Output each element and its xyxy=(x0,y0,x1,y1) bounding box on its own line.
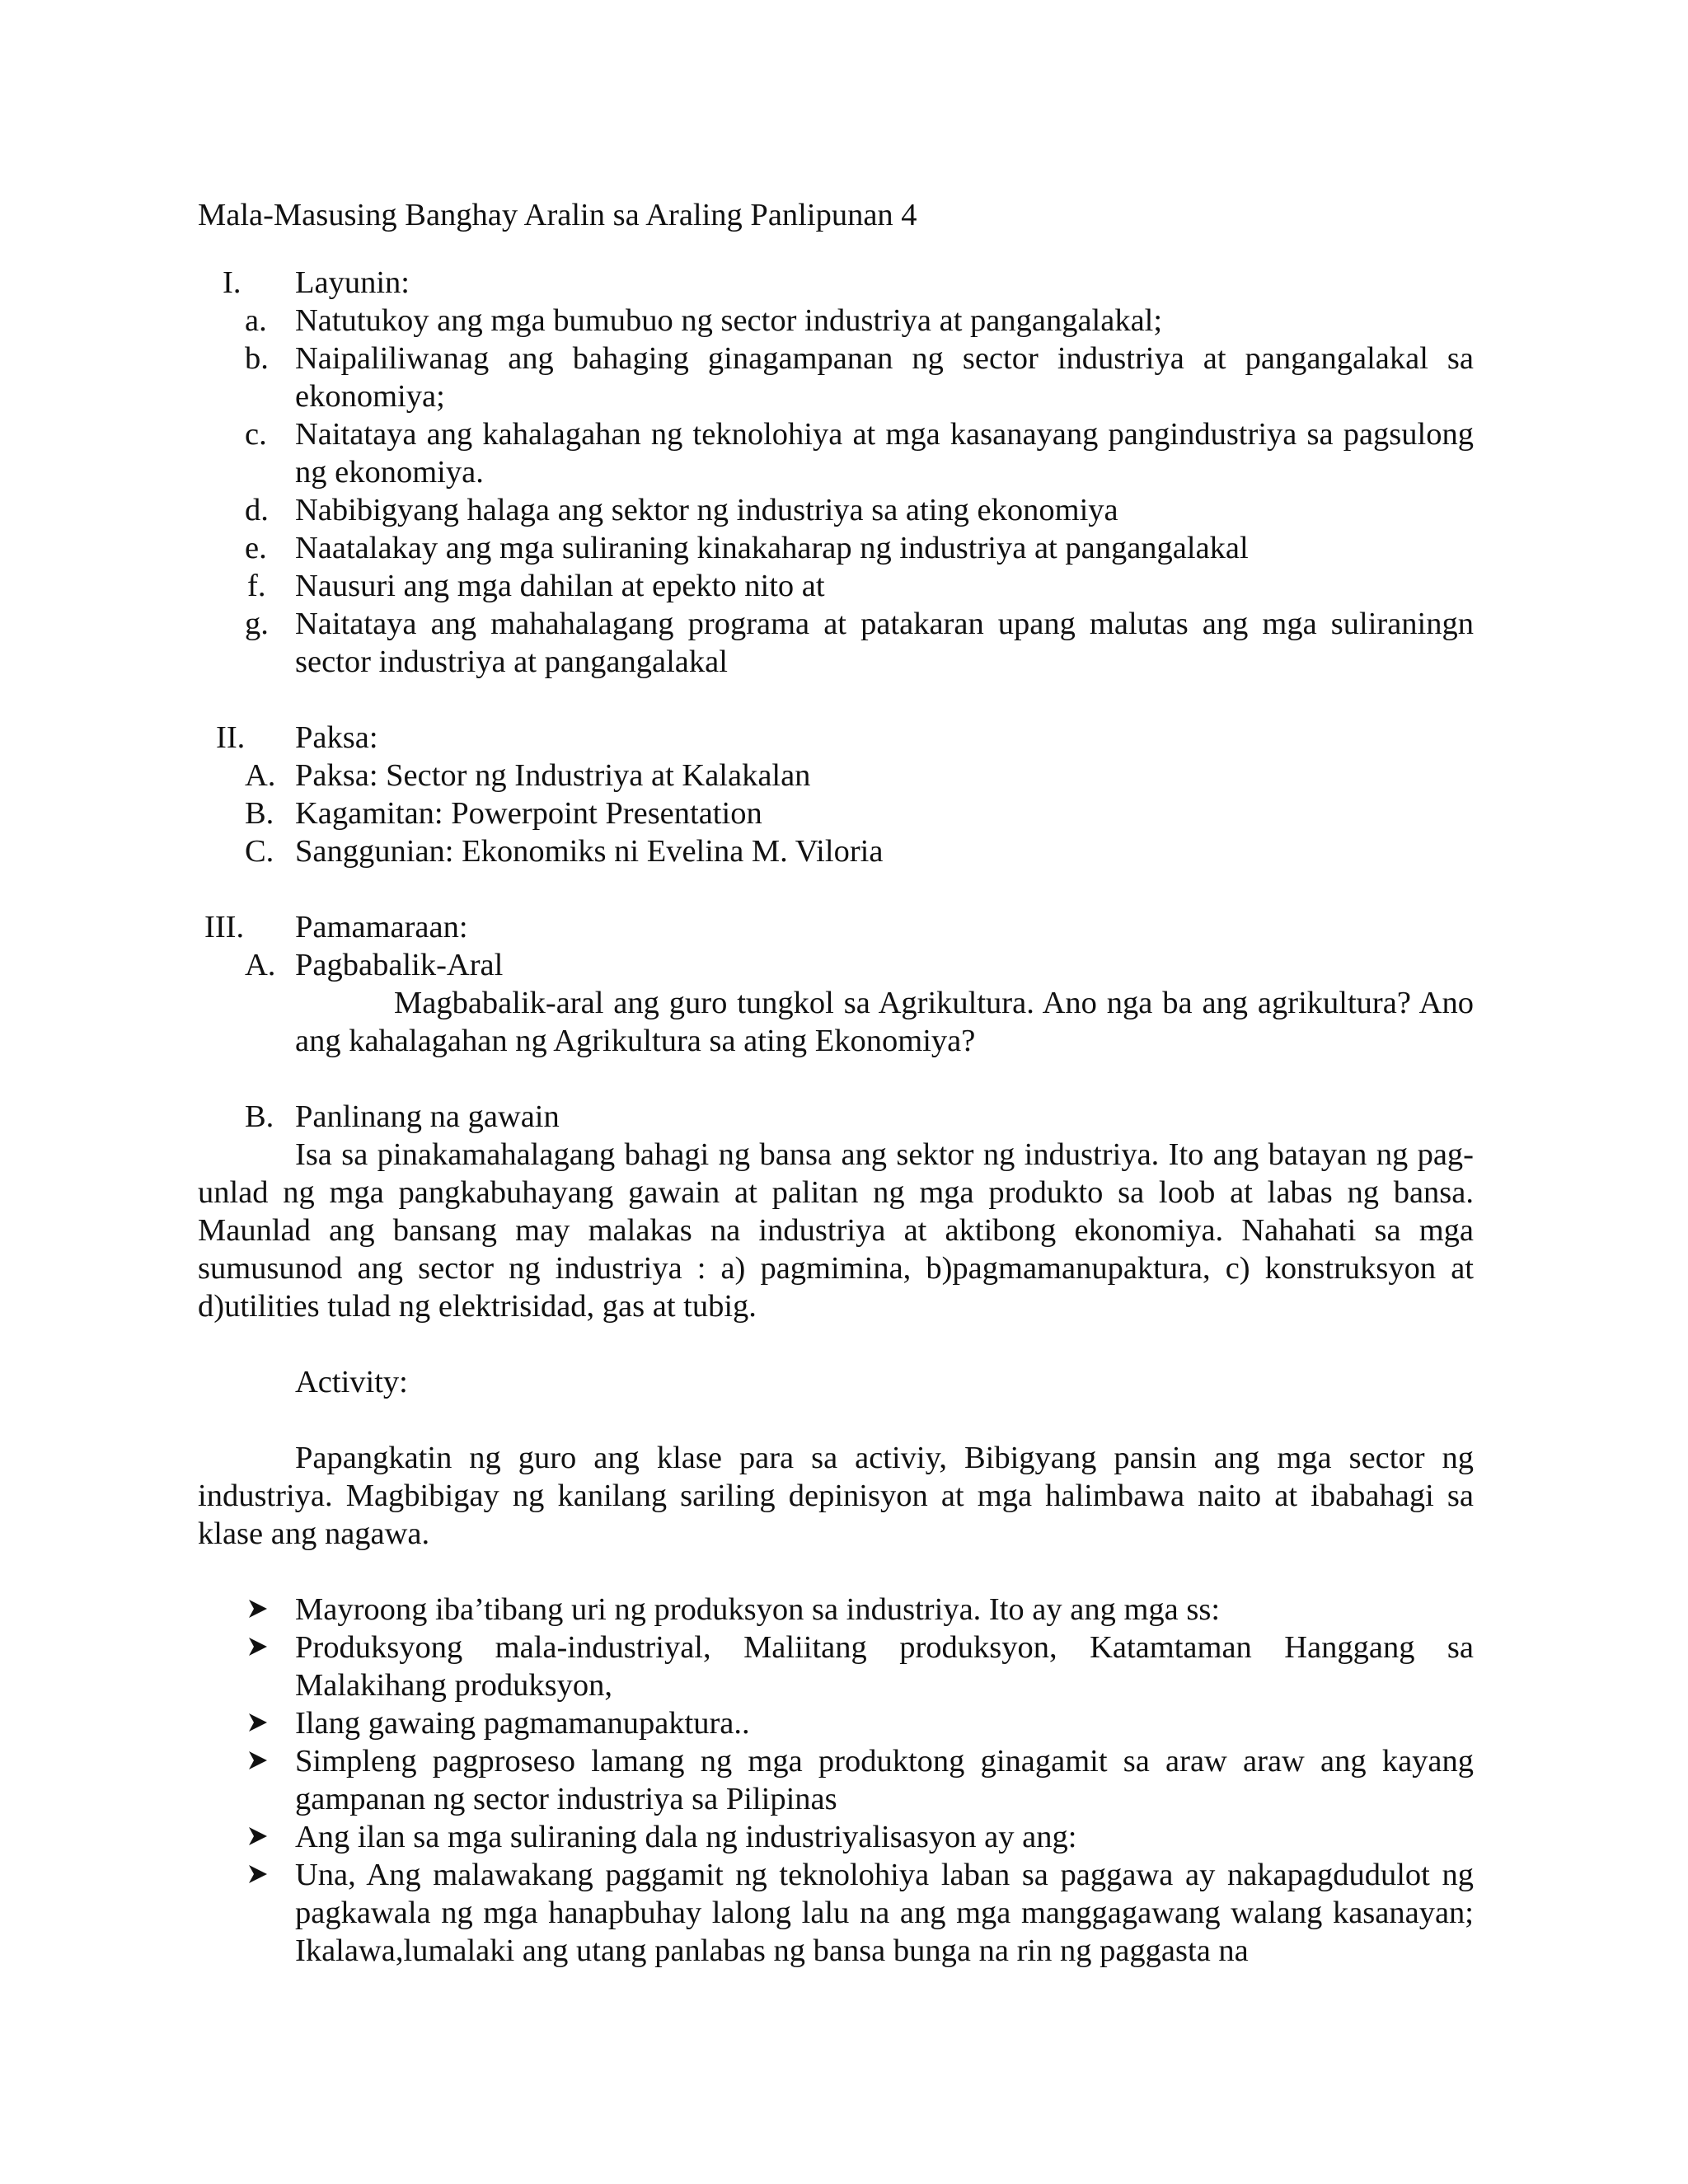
section-1-marker: I. xyxy=(223,265,241,300)
arrow-bullet-icon xyxy=(247,1742,272,1780)
section-2-title: Paksa: xyxy=(295,720,378,755)
arrow-bullet-icon xyxy=(247,1591,272,1629)
arrow-bullet-icon xyxy=(247,1856,272,1894)
arrow-bullet-icon xyxy=(247,1818,272,1856)
document-title: Mala-Masusing Banghay Aralin sa Araling Panlipunan 4 xyxy=(198,198,917,232)
activity-paragraph: Papangkatin ng guro ang klase para sa activiy, Bibigyang pansin ang mga sector ng industriya. Magbibigay ng kanilang sariling depinisyon at mga halimbawa naito at ibabahagi sa klase ang nagawa. xyxy=(198,1441,1474,1551)
activity-label: Activity: xyxy=(295,1365,408,1399)
review-paragraph: Magbabalik-aral ang guro tungkol sa Agrikultura. Ano nga ba ang agrikultura? Ano ang kahalagahan ng Agrikultura sa ating Ekonomiya? xyxy=(295,986,1474,1058)
section-1-title: Layunin: xyxy=(295,265,410,300)
section-2-marker: II. xyxy=(216,720,246,755)
arrow-bullet-icon xyxy=(247,1704,272,1742)
lesson-paragraph: Isa sa pinakamahalagang bahagi ng bansa ang sektor ng industriya. Ito ang batayan ng pag-unlad ng mga pangkabuhayang gawain at palitan ng mga produkto sa loob at labas ng bansa. Maunlad ang bansang may malakas na industriya at aktibong ekonomiya. Nahahati sa mga sumusunod ang sector ng industriya : a) pagmimina, b)pagmamanupaktura, c) konstruksyon at d)utilities tulad ng elektrisidad, gas at tubig. xyxy=(198,1137,1474,1324)
document-page: Mala-Masusing Banghay Aralin sa Araling Panlipunan 4 I. Layunin: a. Natutukoy ang mga bumubuo ng sector industriya at pangangalakal; b. Naipaliliwanag ang bahaging ginagampanan ng sector industriya at pangangalakal sa ekonomiya; c. Naitataya ang kahalagahan ng teknolohiya at mga kasanayang pangindustriya sa pagsulong ng ekonomiya. d. Nabibigyang halaga ang sektor ng industriya sa ating ekonomiya e. Naatalakay ang mga suliraning kinakaharap ng industriya at pangangalakal f. Nausuri ang mga dahilan at epekto nito at g. Naitataya ang mahahalagang programa at patakaran upang malutas ang mga suliraningn sector industriya at pangangalakal II. Paksa: A. Paksa: Sector ng Industriya at Kalakalan B. Kagamitan: Powerpoint Presentation C. Sanggunian: Ekonomiks ni Evelina M. Viloria III. Pamamaraan: A. Pagbabalik-Aral Magbabalik-aral ang guro tungkol sa Agrikultura. Ano nga ba ang agrikultura? Ano ang kahalagahan ng Agrikultura sa ating Ekonomiya? B. Panlinang na gawain Isa sa pinakamahalagang bahagi ng bansa ang sektor ng industriya. Ito ang batayan ng pag-unlad ng mga pangkabuhayang gawain at palitan ng mga produkto sa loob at labas ng bansa. Maunlad ang bansang may malakas na industriya at aktibong ekonomiya. Nahahati sa mga sumusunod ang sector ng industriya : a) pagmimina, b)pagmamanupaktura, c) konstruksyon at d)utilities tulad ng elektrisidad, gas at tubig. Activity: Papangkatin ng guro ang klase para sa activiy, Bibigyang pansin ang mga sector ng industriya. Magbibigay ng kanilang sariling depinisyon at mga halimbawa naito at ibabahagi sa klase ang nagawa. Mayroong iba’tibang uri ng produksyon sa industriya. Ito ay ang mga ss: Produksyong mala-industriyal, Maliitang produksyon, Katamtaman Hanggang sa Malakihang produksyon, Ilang gawaing pagmamanupaktura.. Simpleng pagproseso lamang ng mga produktong ginagamit sa araw araw ang kayang gampanan ng sector industriya sa Pilipinas Ang ilan sa mga suliraning dala ng industriyalisasyon ay ang: Una, Ang malawakang paggamit ng teknolohiya laban sa paggawa ay nakapagdudulot ng pagkawala ng mga hanapbuhay lalong lalu na ang mga manggagawang walang kasanayan; Ikalawa,lumalaki ang utang panlabas ng bansa bunga na rin ng paggasta na xyxy=(198,198,1474,1968)
arrow-bullet-icon xyxy=(247,1629,272,1666)
section-3-marker: III. xyxy=(204,910,245,944)
section-3-title: Pamamaraan: xyxy=(295,910,468,944)
